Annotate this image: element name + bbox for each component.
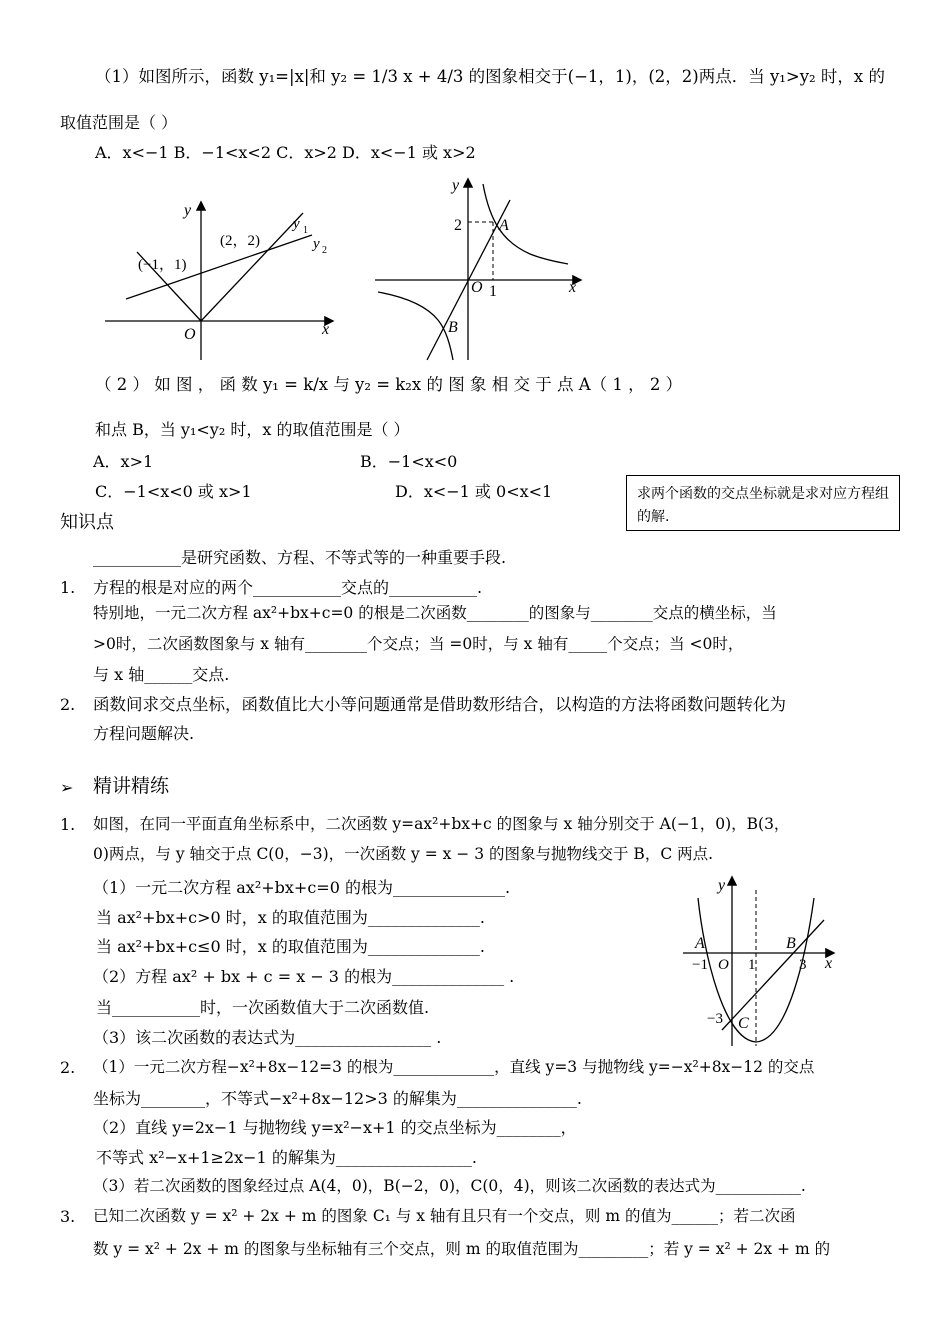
- fig3-origin: O: [718, 957, 729, 973]
- problem3-line2: 数 y = x² + 2x + m 的图象与坐标轴有三个交点，则 m 的取值范围为_________；若 y = x² + 2x + m 的: [93, 1240, 831, 1258]
- problem1-sub1: （1）一元二次方程 ax²+bx+c=0 的根为______________.: [93, 878, 511, 897]
- fig2-hyperbola-left: [378, 292, 453, 360]
- tip-box: 求两个函数的交点坐标就是求对应方程组的解.: [626, 475, 900, 531]
- fig3-point-a: A: [695, 935, 705, 952]
- q2-line2: 和点 B，当 y₁<y₂ 时，x 的取值范围是（ ）: [95, 420, 410, 439]
- problem1-num: 1.: [60, 815, 76, 834]
- problem2-line5: （3）若二次函数的图象经过点 A(4，0)，B(−2，0)，C(0，4)，则该二次函数的表达式为___________.: [93, 1177, 806, 1195]
- fig1-point2: (2，2): [220, 233, 260, 249]
- fig3-point-b: B: [786, 935, 796, 952]
- knowledge-item1-line1: 方程的根是对应的两个___________交点的___________.: [93, 578, 483, 597]
- problem1-sub2: 当 ax²+bx+c>0 时，x 的取值范围为______________.: [96, 908, 485, 927]
- problem1-sub4: （2）方程 ax² + bx + c = x − 3 的根为______________ .: [93, 967, 515, 986]
- fig2-x-label: x: [569, 279, 577, 296]
- knowledge-item2-line2: 方程问题解决.: [93, 724, 195, 743]
- problem1-line2: 0)两点，与 y 轴交于点 C(0，−3)，一次函数 y = x − 3 的图象与抛物线交于 B，C 两点.: [93, 845, 714, 863]
- fig3-tick-3: 3: [799, 957, 807, 973]
- fig1-y-label: y: [184, 202, 192, 219]
- problem1-sub6: （3）该二次函数的表达式为_________________ .: [93, 1028, 442, 1047]
- q2-option-a: A．x>1: [93, 452, 154, 471]
- q1-options: A．x<−1 B．−1<x<2 C．x>2 D．x<−1 或 x>2: [95, 143, 476, 162]
- fig3-tick-1: 1: [748, 957, 756, 973]
- knowledge-item1-line3: >0时，二次函数图象与 x 轴有________个交点；当 =0时，与 x 轴有_____个交点；当 <0时，: [93, 635, 744, 653]
- fig2-tick-2: 2: [454, 217, 462, 234]
- fig3-x-label: x: [825, 955, 833, 972]
- figure-abs-vs-line: [100, 195, 345, 365]
- problem2-line4: 不等式 x²−x+1≥2x−1 的解集为_________________.: [96, 1148, 477, 1167]
- knowledge-num-2: 2.: [60, 695, 76, 714]
- fig3-line: [722, 920, 824, 1030]
- problem2-line3: （2）直线 y=2x−1 与抛物线 y=x²−x+1 的交点坐标为________，: [93, 1118, 577, 1137]
- problem3-num: 3.: [60, 1207, 76, 1226]
- knowledge-item1-line2: 特别地，一元二次方程 ax²+bx+c=0 的根是二次函数________的图象与________交点的横坐标，当: [93, 604, 777, 622]
- fig1-y2-label: y: [313, 236, 320, 252]
- knowledge-num-1: 1.: [60, 578, 76, 597]
- fig3-point-c: C: [738, 1015, 749, 1032]
- q2-line1: （ 2 ） 如 图 ， 函 数 y₁ = k/x 与 y₂ = k₂x 的 图 象 相 交 于 点 A（ 1 ， 2 ）: [95, 375, 683, 394]
- figure-hyperbola: [370, 172, 588, 362]
- knowledge-item2-line1: 函数间求交点坐标，函数值比大小等问题通常是借助数形结合，以构造的方法将函数问题转化为: [93, 695, 786, 714]
- q2-option-c: C．−1<x<0 或 x>1: [95, 482, 252, 501]
- fig1-y2-sub: 2: [322, 245, 327, 256]
- q2-option-b: B．−1<x<0: [360, 452, 458, 471]
- section-arrow-icon: ➢: [60, 778, 74, 797]
- fig2-hyperbola-right: [483, 184, 568, 264]
- problem1-sub3: 当 ax²+bx+c≤0 时，x 的取值范围为______________.: [96, 937, 485, 956]
- fig3-tick-neg3: −3: [707, 1011, 723, 1027]
- knowledge-item1-line4: 与 x 轴______交点.: [93, 665, 230, 684]
- fig1-y1-sub: 1: [303, 225, 308, 236]
- knowledge-heading: 知识点: [60, 512, 114, 533]
- q1-line2: 取值范围是（ ）: [60, 113, 178, 132]
- fig2-point-b: B: [448, 319, 458, 336]
- knowledge-line0: ___________是研究函数、方程、不等式等的一种重要手段.: [93, 548, 507, 567]
- section-title: 精讲精练: [93, 775, 170, 797]
- fig2-point-a: A: [499, 217, 509, 234]
- problem2-line2: 坐标为________，不等式−x²+8x−12>3 的解集为_______________.: [93, 1089, 582, 1108]
- problem3-line1: 已知二次函数 y = x² + 2x + m 的图象 C₁ 与 x 轴有且只有一个交点，则 m 的值为______；若二次函: [93, 1207, 796, 1225]
- problem1-line1: 如图，在同一平面直角坐标系中，二次函数 y=ax²+bx+c 的图象与 x 轴分别交于 A(−1，0)，B(3，: [93, 815, 790, 833]
- problem2-num: 2.: [60, 1058, 76, 1077]
- fig1-y1-label: y: [293, 216, 300, 232]
- fig3-tick-neg1: −1: [692, 957, 708, 973]
- q1-line1: （1）如图所示，函数 y₁=|x|和 y₂ = 1/3 x + 4/3 的图象相交于(−1，1)，(2，2)两点．当 y₁>y₂ 时，x 的: [95, 67, 885, 86]
- fig2-y-label: y: [452, 177, 460, 194]
- fig1-abs-right: [201, 213, 303, 321]
- problem1-sub5: 当___________时，一次函数值大于二次函数值.: [96, 998, 430, 1017]
- fig1-origin: O: [184, 326, 196, 343]
- problem2-line1: （1）一元二次方程−x²+8x−12=3 的根为_____________，直线 y=3 与抛物线 y=−x²+8x−12 的交点: [93, 1058, 815, 1076]
- fig2-tick-1: 1: [489, 283, 497, 300]
- fig1-point1: (−1，1): [138, 257, 187, 273]
- figure-parabola: [678, 870, 843, 1050]
- fig1-x-label: x: [322, 321, 330, 338]
- fig2-origin: O: [471, 279, 483, 296]
- q2-option-d: D．x<−1 或 0<x<1: [395, 482, 553, 501]
- fig3-y-label: y: [718, 877, 726, 894]
